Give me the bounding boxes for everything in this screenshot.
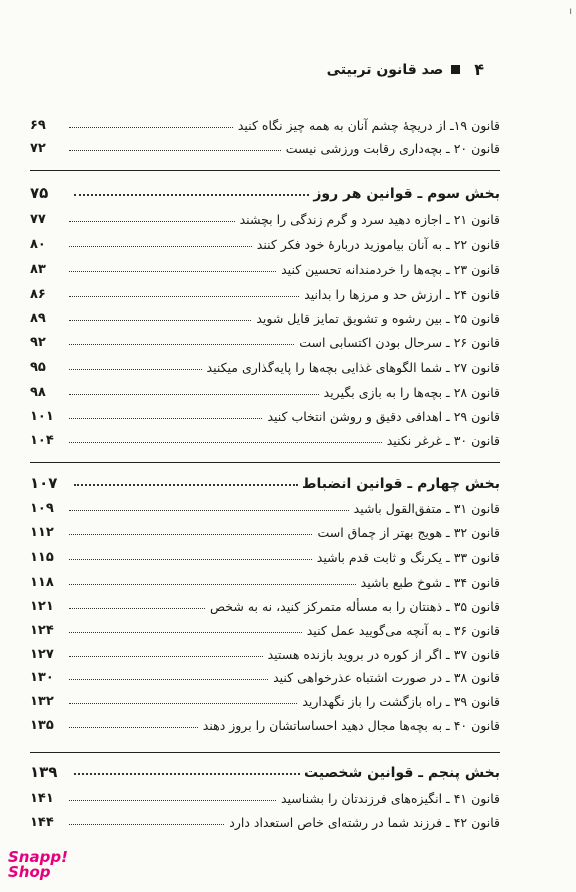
entry-page: ۷۲ xyxy=(30,141,46,156)
dot-leader xyxy=(69,727,198,728)
toc-entry xyxy=(30,711,500,733)
entry-page: ۹۵ xyxy=(30,360,46,375)
edge-mark: ı xyxy=(569,6,572,17)
dot-leader xyxy=(69,221,235,222)
entry-label: قانون ۳۷ ـ اگر از کوره در بروید بازنده هستید xyxy=(267,647,500,662)
entry-page: ۹۲ xyxy=(30,335,46,350)
dot-leader xyxy=(69,296,299,297)
dot-leader xyxy=(69,800,276,801)
entry-label: قانون ۱۹ـ از دریچهٔ چشم آنان به همه چیز نگاه کنید xyxy=(237,118,500,133)
entry-label: قانون ۳۹ ـ راه بازگشت را باز نگهدارید xyxy=(302,694,500,709)
entry-page: ۱۱۸ xyxy=(30,575,54,590)
dot-leader xyxy=(69,246,252,247)
entry-label: قانون ۳۰ ـ غرغر نکنید xyxy=(386,433,500,448)
toc-entry xyxy=(30,230,500,252)
dot-leader xyxy=(69,127,233,128)
entry-label: قانون ۲۸ ـ بچه‌ها را به بازی بگیرید xyxy=(323,385,500,400)
entry-label: قانون ۴۰ ـ به بچه‌ها مجال دهید احساساتشان را بروز دهند xyxy=(202,718,500,733)
dot-leader xyxy=(69,369,202,370)
entry-page: ۷۷ xyxy=(30,212,46,227)
entry-label: قانون ۴۱ ـ انگیزه‌های فرزندتان را بشناسید xyxy=(280,791,500,806)
square-bullet-icon xyxy=(451,65,460,74)
entry-page: ۱۴۱ xyxy=(30,791,54,806)
entry-page: ۱۲۷ xyxy=(30,647,54,662)
entry-label: قانون ۳۲ ـ هویج بهتر از چماق است xyxy=(317,525,500,540)
dot-leader xyxy=(69,703,297,704)
entry-page: ۱۴۴ xyxy=(30,815,54,830)
entry-label: قانون ۲۲ ـ به آنان بیاموزید دربارهٔ خود فکر کنند xyxy=(256,237,500,252)
dot-leader xyxy=(74,484,298,486)
entry-label: قانون ۳۴ ـ شوخ طبع باشید xyxy=(360,575,500,590)
dot-leader xyxy=(69,344,294,345)
entry-page: ۸۰ xyxy=(30,237,46,252)
entry-page: ۱۳۵ xyxy=(30,718,54,733)
entry-page: ۱۰۱ xyxy=(30,409,54,424)
toc-entry xyxy=(30,518,500,540)
entry-page: ۱۱۲ xyxy=(30,525,54,540)
entry-label: قانون ۲۱ ـ اجازه دهید سرد و گرم زندگی را بچشند xyxy=(239,212,500,227)
toc-entry xyxy=(30,280,500,302)
dot-leader xyxy=(69,320,251,321)
section-label: بخش چهارم ـ قوانین انضباط xyxy=(301,476,500,492)
divider xyxy=(30,170,500,171)
logo-line2: Shop xyxy=(8,863,51,881)
entry-label: قانون ۲۳ ـ بچه‌ها را خردمندانه تحسین کنید xyxy=(281,262,500,277)
dot-leader xyxy=(69,510,349,511)
toc-entry xyxy=(30,808,500,830)
toc-entry xyxy=(30,205,500,227)
toc-entry xyxy=(30,543,500,565)
entry-label: قانون ۲۹ ـ اهدافی دقیق و روشن انتخاب کنید xyxy=(267,409,500,424)
page-header xyxy=(327,60,484,79)
entry-page: ۱۱۵ xyxy=(30,550,54,565)
section-heading xyxy=(30,468,500,492)
toc-entry xyxy=(30,616,500,638)
dot-leader xyxy=(74,194,309,196)
entry-label: قانون ۳۳ ـ یکرنگ و ثابت قدم باشید xyxy=(316,550,500,565)
toc-entry xyxy=(30,663,500,685)
toc-entry xyxy=(30,134,500,156)
entry-label: قانون ۲۰ ـ بچه‌داری رقابت ورزشی نیست xyxy=(285,141,500,156)
toc-entry xyxy=(30,378,500,400)
section-heading xyxy=(30,178,500,202)
section-label: بخش سوم ـ قوانین هر روز xyxy=(313,186,500,202)
toc-entry xyxy=(30,402,500,424)
entry-page: ۱۳۲ xyxy=(30,694,54,709)
entry-label: قانون ۴۲ ـ فرزند شما در رشته‌ای خاص استعداد دارد xyxy=(229,815,500,830)
toc-entry xyxy=(30,494,500,516)
entry-label: قانون ۳۶ ـ به آنچه می‌گویید عمل کنید xyxy=(306,623,500,638)
dot-leader xyxy=(69,418,262,419)
toc-entry xyxy=(30,426,500,448)
toc-entry xyxy=(30,328,500,350)
entry-label: قانون ۳۵ ـ ذهنتان را به مسأله متمرکز کنید، نه به شخص xyxy=(209,599,500,614)
section-page: ۱۳۹ xyxy=(30,763,58,781)
toc-entry xyxy=(30,784,500,806)
toc-entry xyxy=(30,687,500,709)
entry-label: قانون ۲۷ ـ شما الگوهای غذایی بچه‌ها را پایه‌گذاری میکنید xyxy=(206,360,500,375)
entry-page: ۸۹ xyxy=(30,311,46,326)
snapp-shop-logo xyxy=(8,850,68,880)
dot-leader xyxy=(69,559,312,560)
entry-label: قانون ۳۱ ـ متفق‌القول باشید xyxy=(353,501,500,516)
toc-entry xyxy=(30,568,500,590)
entry-page: ۹۸ xyxy=(30,385,46,400)
toc-entry xyxy=(30,304,500,326)
entry-page: ۱۳۰ xyxy=(30,670,54,685)
dot-leader xyxy=(69,584,356,585)
entry-page: ۱۰۹ xyxy=(30,501,54,516)
dot-leader xyxy=(69,824,224,825)
toc-entry xyxy=(30,640,500,662)
section-label: بخش پنجم ـ قوانین شخصیت xyxy=(304,765,500,781)
section-page: ۱۰۷ xyxy=(30,474,58,492)
entry-label: قانون ۲۴ ـ ارزش حد و مرزها را بدانید xyxy=(304,287,500,302)
section-heading xyxy=(30,757,500,781)
dot-leader xyxy=(69,632,302,633)
dot-leader xyxy=(69,656,263,657)
dot-leader xyxy=(74,773,300,775)
entry-page: ۱۲۱ xyxy=(30,599,54,614)
entry-page: ۸۶ xyxy=(30,287,46,302)
entry-label: قانون ۲۵ ـ بین رشوه و تشویق تمایز قایل شوید xyxy=(256,311,500,326)
entry-page: ۱۲۴ xyxy=(30,623,54,638)
toc-entry xyxy=(30,111,500,133)
entry-label: قانون ۲۶ ـ سرحال بودن اکتسابی است xyxy=(299,335,500,350)
divider xyxy=(30,752,500,753)
entry-page: ۸۳ xyxy=(30,262,46,277)
section-page: ۷۵ xyxy=(30,184,49,202)
entry-page: ۱۰۴ xyxy=(30,433,54,448)
book-title: صد قانون تربیتی xyxy=(326,61,444,78)
divider xyxy=(30,462,500,463)
dot-leader xyxy=(69,442,382,443)
dot-leader xyxy=(69,394,319,395)
toc-entry xyxy=(30,255,500,277)
dot-leader xyxy=(69,679,268,680)
toc-entry xyxy=(30,353,500,375)
dot-leader xyxy=(69,150,281,151)
logo-line1: Snapp! xyxy=(8,848,68,866)
entry-label: قانون ۳۸ ـ در صورت اشتباه عذرخواهی کنید xyxy=(273,670,500,685)
toc-entry xyxy=(30,592,500,614)
dot-leader xyxy=(69,608,205,609)
page-number: ۴ xyxy=(474,60,484,79)
dot-leader xyxy=(69,534,312,535)
dot-leader xyxy=(69,271,276,272)
entry-page: ۶۹ xyxy=(30,118,46,133)
